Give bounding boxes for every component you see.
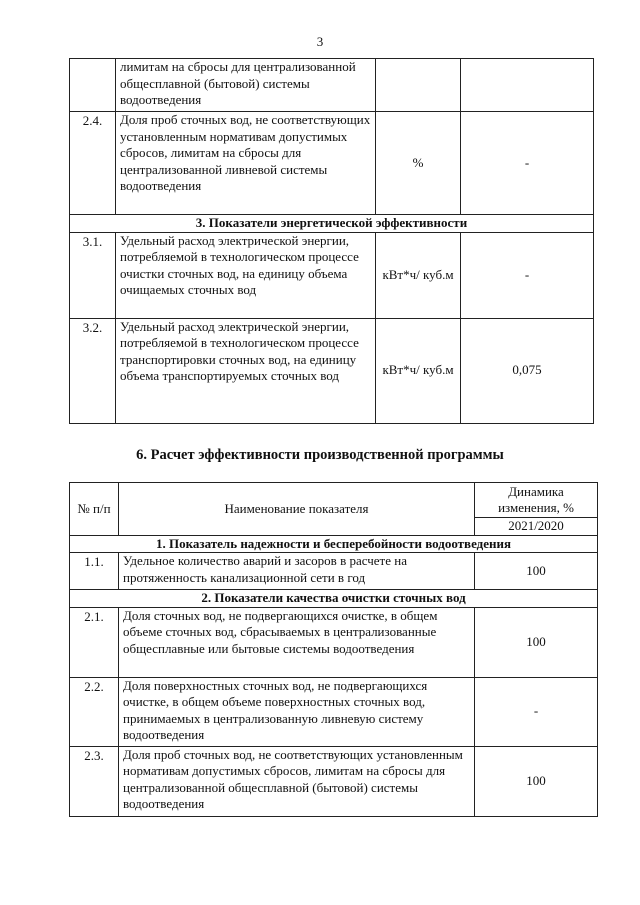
indicator-name: Удельное количество аварий и засоров в расчете на протяженность канализационной сети в год xyxy=(119,553,475,590)
header-period: 2021/2020 xyxy=(475,518,598,536)
table-row xyxy=(70,746,598,816)
table-row xyxy=(70,318,594,423)
unit-cell: кВт*ч/ куб.м xyxy=(376,318,461,423)
unit-cell xyxy=(376,59,461,112)
row-number: 2.2. xyxy=(70,677,119,746)
value-cell: 100 xyxy=(475,746,598,816)
value-cell: - xyxy=(461,232,594,318)
table-row xyxy=(70,607,598,677)
indicator-name: лимитам на сбросы для централизованной общесплавной (бытовой) системы водоотведения xyxy=(116,59,376,112)
indicators-table-continued xyxy=(69,58,594,424)
value-cell xyxy=(461,59,594,112)
section-row xyxy=(70,535,598,553)
value-cell: - xyxy=(461,112,594,215)
indicator-name: Доля сточных вод, не подвергающихся очистке, в общем объеме сточных вод, сбрасываемых в централизованные общесплавные или бытовые системы водоотведения xyxy=(119,607,475,677)
section-heading: 3. Показатели энергетической эффективности xyxy=(70,215,594,233)
unit-cell: % xyxy=(376,112,461,215)
indicator-name: Доля поверхностных сточных вод, не подвергающихся очистке, в общем объеме поверхностных сточных вод, принимаемых в централизованную ливневую систему водоотведения xyxy=(119,677,475,746)
row-number: 1.1. xyxy=(70,553,119,590)
row-number: 2.3. xyxy=(70,746,119,816)
table-row xyxy=(70,553,598,590)
indicator-name: Удельный расход электрической энергии, потребляемой в технологическом процессе очистки сточных вод, на единицу объема очищаемых сточных вод xyxy=(116,232,376,318)
value-cell: 100 xyxy=(475,553,598,590)
row-number: 2.4. xyxy=(70,112,116,215)
table-row xyxy=(70,677,598,746)
table-title: 6. Расчет эффективности производственной программы xyxy=(136,447,504,463)
header-name: Наименование показателя xyxy=(119,483,475,536)
row-number: 3.1. xyxy=(70,232,116,318)
table-row xyxy=(70,59,594,112)
header-dynamics: Динамика изменения, % xyxy=(475,483,598,518)
indicator-name: Доля проб сточных вод, не соответствующих установленным нормативам допустимых сбросов, лимитам на сбросы для централизованной ливневой системы водоотведения xyxy=(116,112,376,215)
table-row xyxy=(70,112,594,215)
value-cell: 100 xyxy=(475,607,598,677)
page-number: 3 xyxy=(316,34,324,49)
indicator-name: Удельный расход электрической энергии, потребляемой в технологическом процессе транспортировки сточных вод, на единицу объема транспортируемых сточных вод xyxy=(116,318,376,423)
header-row xyxy=(70,483,598,518)
header-number: № п/п xyxy=(70,483,119,536)
section-row xyxy=(70,215,594,233)
table-row xyxy=(70,232,594,318)
section-heading: 1. Показатель надежности и бесперебойности водоотведения xyxy=(70,535,598,553)
section-heading: 2. Показатели качества очистки сточных вод xyxy=(70,590,598,608)
row-number xyxy=(70,59,116,112)
unit-cell: кВт*ч/ куб.м xyxy=(376,232,461,318)
value-cell: 0,075 xyxy=(461,318,594,423)
row-number: 3.2. xyxy=(70,318,116,423)
section-row xyxy=(70,590,598,608)
value-cell: - xyxy=(475,677,598,746)
indicator-name: Доля проб сточных вод, не соответствующих установленным нормативам допустимых сбросов, лимитам на сбросы для централизованной общесплавной (бытовой) системы водоотведения xyxy=(119,746,475,816)
efficiency-table xyxy=(69,482,598,817)
row-number: 2.1. xyxy=(70,607,119,677)
